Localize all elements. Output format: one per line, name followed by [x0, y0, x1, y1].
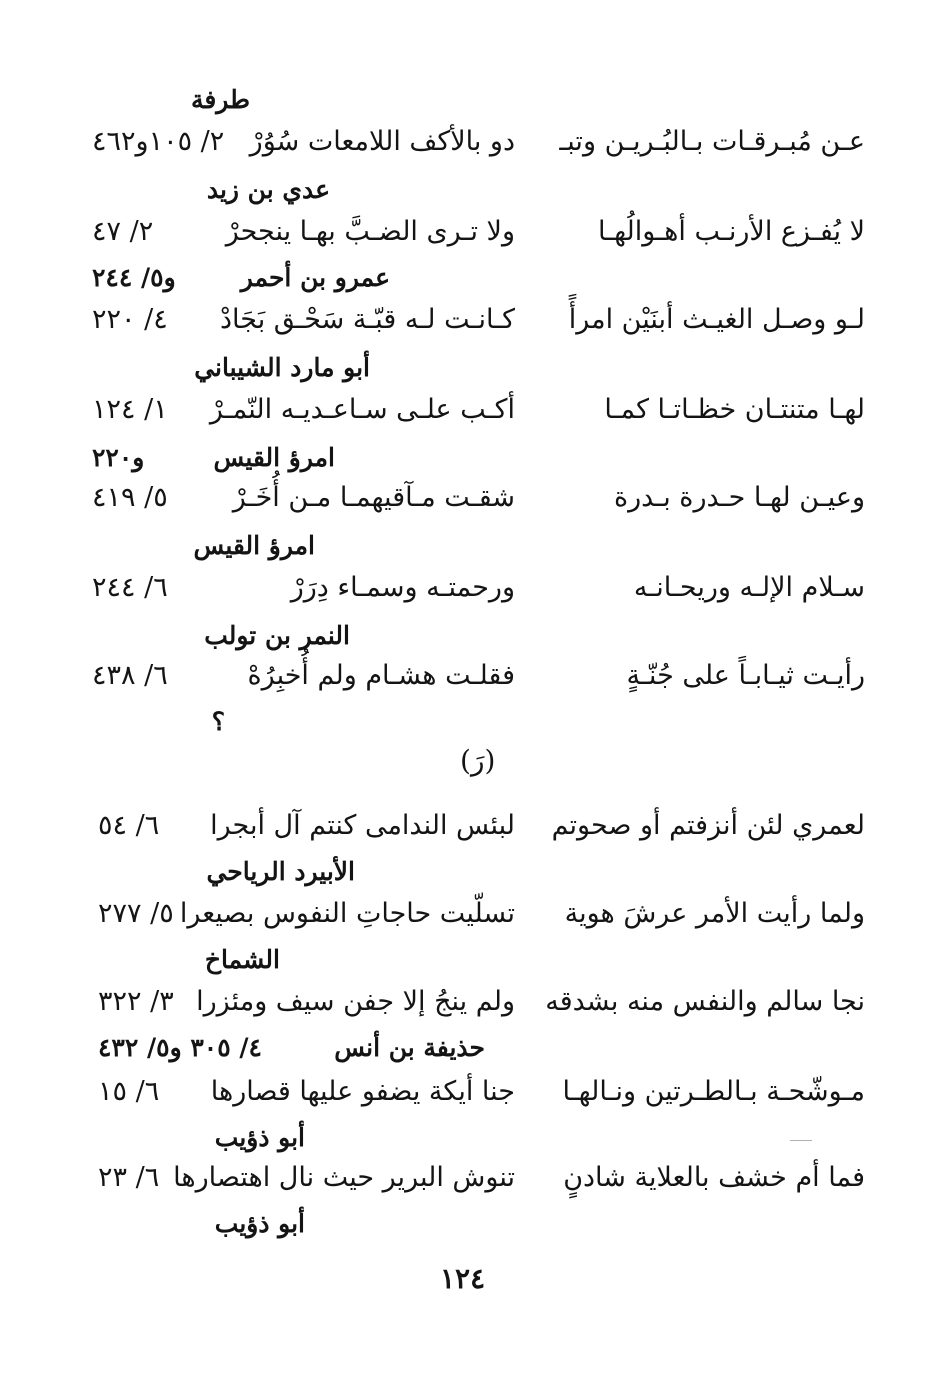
- citation: ٥/ ٢٧٧: [98, 898, 174, 929]
- poet-name: عدي بن زيد: [206, 175, 330, 204]
- verse-second-hemistich: تسلّيت حاجاتِ النفوس بصيعرا: [179, 898, 515, 929]
- verse-second-hemistich: فقلـت هشـام ولم أُخبِرُهْ: [247, 660, 515, 691]
- poet-name: أبو مارد الشيباني: [194, 353, 370, 382]
- verse-second-hemistich: كـانـت لـه قبّـة سَحْـق بَجَادْ: [220, 304, 515, 335]
- verse-first-hemistich: لا يُفـزع الأرنـب أهـوالُهـا: [597, 216, 865, 247]
- citation: ٤/ ٢٢٠: [92, 304, 168, 335]
- verse-second-hemistich: ولم ينجُ إلا جفن سيف ومئزرا: [196, 986, 515, 1017]
- poet-name: أبو ذؤيب: [214, 1209, 305, 1238]
- poet-citation: و٢٢٠: [92, 443, 145, 472]
- verse-first-hemistich: لـو وصـل الغيـث أبنَيْن امرأً: [568, 304, 865, 335]
- verse-first-hemistich: لهـا متنتـان خظـاتـا كمـا: [604, 394, 865, 425]
- poet-name: النمر بن تولب: [204, 621, 350, 650]
- citation: ٦/ ١٥: [98, 1076, 160, 1107]
- poet-name: الأبيرد الرياحي: [206, 857, 355, 886]
- verse-second-hemistich: أكـب علـى سـاعـديـه النّمـرْ: [209, 394, 515, 425]
- verse-second-hemistich: لبئس الندامى كنتم آل أبجرا: [210, 810, 515, 841]
- poet-name: حذيفة بن أنس: [334, 1033, 485, 1062]
- poet-citation: ٤/ ٣٠٥ و٥/ ٤٣٢: [98, 1033, 262, 1062]
- verse-second-hemistich: شقـت مـآقيهمـا مـن أُخَـرْ: [232, 482, 515, 513]
- unknown-poet-mark: ؟: [211, 707, 225, 736]
- verse-first-hemistich: لعمري لئن أنزفتم أو صحوتم: [551, 810, 865, 841]
- verse-second-hemistich: دو بالأكف اللامعات سُوُرْ: [249, 126, 515, 157]
- verse-first-hemistich: رأيـت ثيـابـاً على جُنّـةٍ: [626, 660, 865, 691]
- verse-first-hemistich: ولما رأيت الأمر عرشَ هوية: [564, 898, 865, 929]
- poet-name: أبو ذؤيب: [214, 1123, 305, 1152]
- verse-second-hemistich: تنوش البرير حيث نال اهتصارها: [173, 1162, 515, 1193]
- verse-first-hemistich: مـوشّحـة بـالطـرتين ونـالهـا: [562, 1076, 865, 1107]
- citation: ٣/ ٣٢٢: [98, 986, 174, 1017]
- verse-second-hemistich: ولا تـرى الضـبَّ بهـا ينجحرْ: [225, 216, 515, 247]
- citation: ١/ ١٢٤: [92, 394, 168, 425]
- verse-second-hemistich: جنا أيكة يضفو عليها قصارها: [210, 1076, 515, 1107]
- citation: ٦/ ٥٤: [98, 810, 160, 841]
- citation: ٢/ ١٠٥و٤٦٢: [92, 126, 225, 157]
- verse-first-hemistich: عـن مُبـرقـات بـالبُـريـن وتبـ: [559, 126, 865, 157]
- citation: ٦/ ٢٣: [98, 1162, 160, 1193]
- poet-name: طرفة: [190, 85, 250, 114]
- stray-mark: [790, 1140, 812, 1141]
- verse-first-hemistich: وعيـن لهـا حـدرة بـدرة: [613, 482, 865, 513]
- verse-first-hemistich: سـلام الإلـه وريحـانـه: [633, 572, 865, 603]
- poet-name: عمرو بن أحمر: [240, 263, 390, 292]
- citation: ٦/ ٢٤٤: [92, 572, 168, 603]
- poet-name: امرؤ القيس: [213, 443, 335, 472]
- poet-citation: و٥/ ٢٤٤: [92, 263, 176, 292]
- section-letter: (رَ): [460, 744, 496, 777]
- poet-name: امرؤ القيس: [193, 531, 315, 560]
- citation: ٥/ ٤١٩: [92, 482, 168, 513]
- verse-first-hemistich: نجا سالم والنفس منه بشدقه: [545, 986, 865, 1017]
- citation: ٦/ ٤٣٨: [92, 660, 168, 691]
- verse-second-hemistich: ورحمتـه وسمـاء دِرَرْ: [290, 572, 515, 603]
- verse-first-hemistich: فما أم خشف بالعلاية شادنٍ: [563, 1162, 865, 1193]
- poet-name: الشماخ: [204, 945, 280, 974]
- page-number: ١٢٤: [440, 1262, 486, 1295]
- citation: ٢/ ٤٧: [92, 216, 154, 247]
